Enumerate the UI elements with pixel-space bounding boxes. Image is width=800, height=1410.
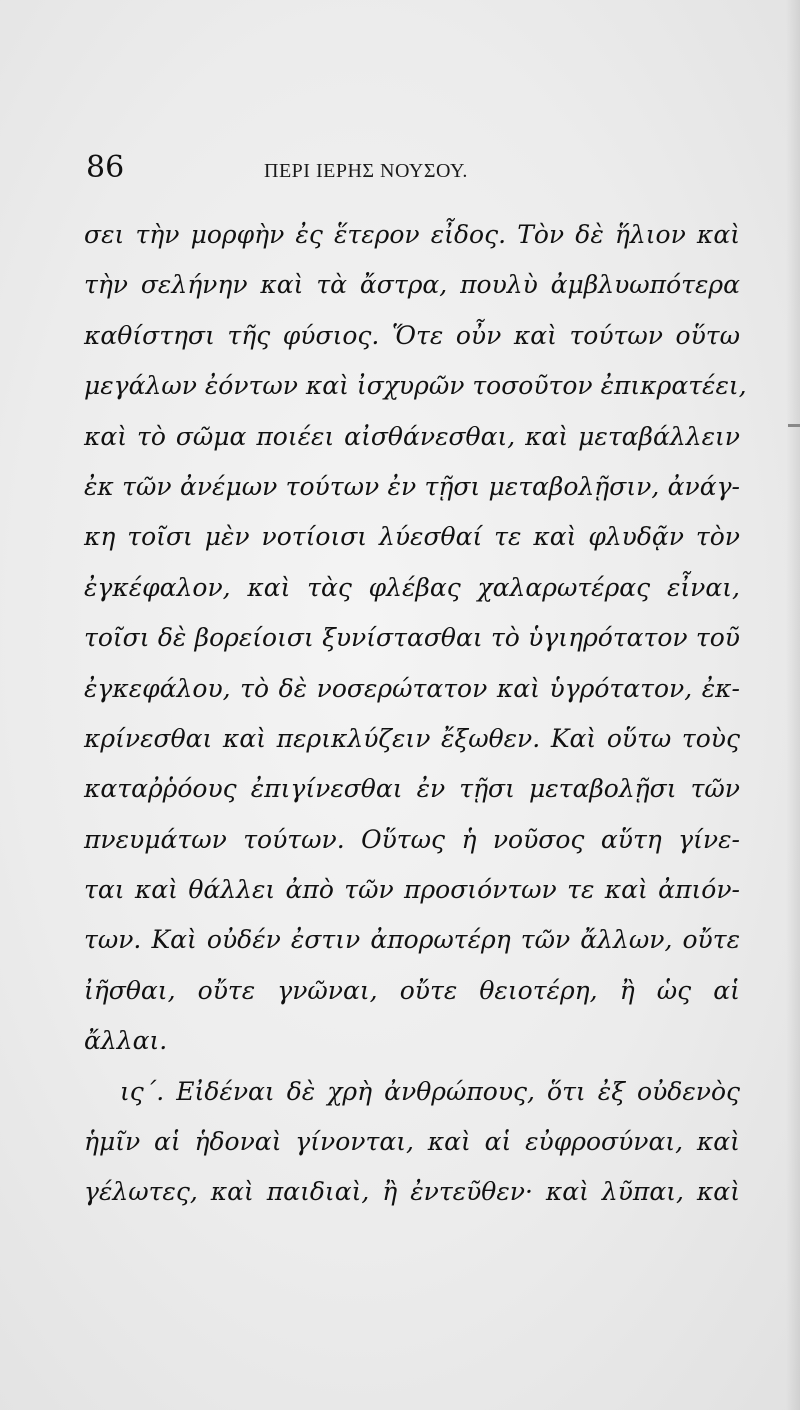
text-line: ἡμῖν αἱ ἡδοναὶ γίνονται, καὶ αἱ εὐφροσύναι, καὶ [84,1127,740,1157]
text-line: ἐγκεφάλου, τὸ δὲ νοσερώτατον καὶ ὑγρότατον, ἐκ- [84,673,740,703]
running-head: ΠΕΡΙ ΙΕΡΗΣ ΝΟΥΣΟΥ. [264,160,468,182]
text-line: ἐκ τῶν ἀνέμων τούτων ἐν τῇσι μεταβολῇσιν, ἀνάγ- [84,471,740,501]
text-line: καὶ τὸ σῶμα ποιέει αἰσθάνεσθαι, καὶ μεταβάλλειν [84,421,740,451]
text-line: τοῖσι δὲ βορείοισι ξυνίστασθαι τὸ ὑγιηρότατον τοῦ [84,623,740,653]
text-line: ἄλλαι. [84,1026,168,1056]
text-line: μεγάλων ἐόντων καὶ ἰσχυρῶν τοσοῦτον ἐπικρατέει, [84,371,747,401]
page-number: 86 [86,150,125,185]
text-line: κη τοῖσι μὲν νοτίοισι λύεσθαί τε καὶ φλυδᾷν τὸν [84,522,740,552]
page-header [86,150,746,194]
text-line: καταῤῥόους ἐπιγίνεσθαι ἐν τῇσι μεταβολῇσι τῶν [84,774,740,804]
page-edge-shadow [786,0,800,1410]
text-line: τὴν σελήνην καὶ τὰ ἄστρα, πουλὺ ἀμβλυωπότερα [84,270,740,300]
text-line: καθίστησι τῆς φύσιος. Ὅτε οὖν καὶ τούτων οὕτω [84,320,740,350]
text-line: των. Καὶ οὐδέν ἐστιν ἀπορωτέρη τῶν ἄλλων, οὔτε [84,925,740,955]
text-line: ἐγκέφαλον, καὶ τὰς φλέβας χαλαρωτέρας εἶναι, [84,572,740,602]
section-start-line: ις΄. Εἰδέναι δὲ χρὴ ἀνθρώπους, ὅτι ἐξ οὐδενὸς [120,1076,740,1106]
margin-mark [788,424,800,427]
text-line: ἰῆσθαι, οὔτε γνῶναι, οὔτε θειοτέρη, ἢ ὡς αἱ [84,975,740,1005]
text-line: κρίνεσθαι καὶ περικλύζειν ἔξωθεν. Καὶ οὕτω τοὺς [84,723,740,753]
text-line: γέλωτες, καὶ παιδιαὶ, ἢ ἐντεῦθεν· καὶ λῦπαι, καὶ [84,1177,740,1207]
text-line: σει τὴν μορφὴν ἐς ἕτερον εἶδος. Τὸν δὲ ἥλιον καὶ [84,220,740,249]
text-line: πνευμάτων τούτων. Οὕτως ἡ νοῦσος αὕτη γίνε- [84,824,740,854]
body-text [84,210,747,1218]
text-line: ται καὶ θάλλει ἀπὸ τῶν προσιόντων τε καὶ ἀπιόν- [84,875,740,905]
